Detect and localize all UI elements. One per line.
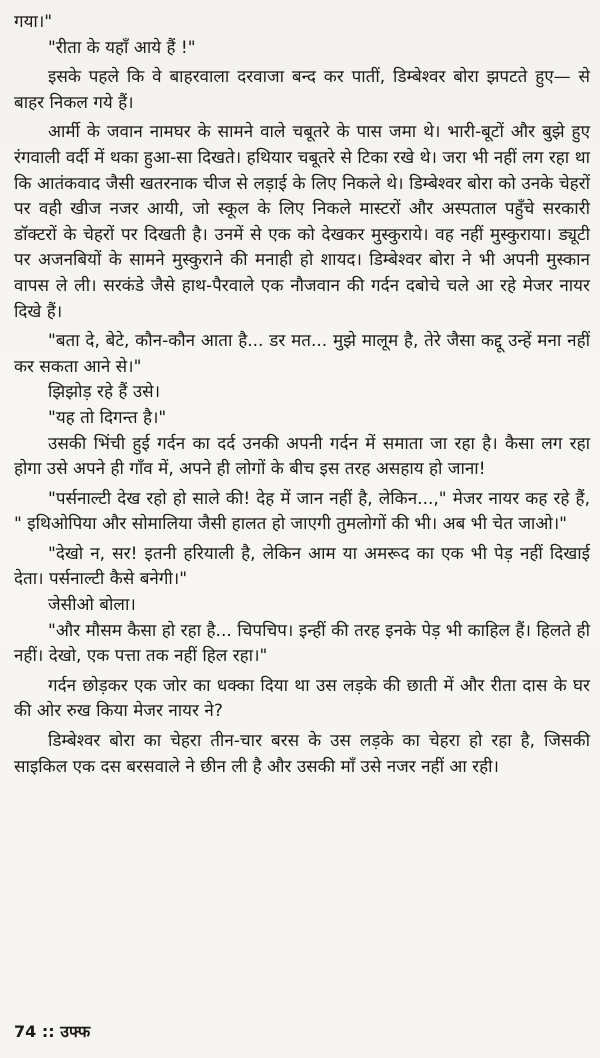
paragraph: "पर्सनाल्टी देख रहो हो साले की! देह में जान नहीं है, लेकिन...," मेजर नायर कह रहे हैं, " इथिओपिया और सोमालिया जैसी हालत हो जाएगी तुमलोगों की भी। अब भी चेत जाओ।" xyxy=(14,488,590,535)
page-footer: 74 :: उफ्फ xyxy=(14,1022,91,1041)
paragraph: गया।" xyxy=(14,12,53,32)
paragraph: "यह तो दिगन्त है।" xyxy=(48,407,167,428)
paragraph: जेसीओ बोला। xyxy=(48,595,136,616)
paragraph: "और मौसम कैसा हो रहा है... चिपचिप। इन्हीं की तरह इनके पेड़ भी काहिल हैं। हिलते ही नहीं। देखो, एक पत्ता तक नहीं हिल रहा।" xyxy=(14,620,590,667)
paragraph: डिम्बेश्वर बोरा का चेहरा तीन-चार बरस के उस लड़के का चेहरा हो रहा है, जिसकी साइकिल एक दस बरसवाले ने छीन ली है और उसकी माँ उसे नजर नहीं आ रही। xyxy=(14,731,590,777)
paragraph: "रीता के यहाँ आये हैं !" xyxy=(48,37,196,58)
paragraph: इसके पहले कि वे बाहरवाला दरवाजा बन्द कर पातीं, डिम्बेश्वर बोरा झपटते हुए— से बाहर निकल गये हैं। xyxy=(14,67,590,113)
paragraph: झिझोड़ रहे हैं उसे। xyxy=(48,382,161,403)
paragraph: गर्दन छोड़कर एक जोर का धक्का दिया था उस लड़के की छाती में और रीता दास के घर की ओर रुख किया मेजर नायर ने? xyxy=(14,675,590,722)
paragraph: आर्मी के जवान नामघर के सामने वाले चबूतरे के पास जमा थे। भारी-बूटों और बुझे हुए रंगवाली वर्दी में थका हुआ-सा दिखते। हथियार चबूतरे से टिका रखे थे। जरा भी नहीं लग रहा था कि आतंकवाद जैसी खतरनाक चीज से लड़ाई के लिए निकले थे। डिम्बेश्वर बोरा को उनके चेहरों पर वही खीज नजर आयी, जो स्कूल के लिए निकले मास्टरों और अस्पताल पहुँचे सरकारी डॉक्टरों के चेहरों पर दिखती है। उनमें से एक को देखकर मुस्कुराये। वह नहीं मुस्कुराया। ड्यूटी पर अजनबियों के सामने मुस्कुराने की मनाही हो शायद। डिम्बेश्वर बोरा ने भी अपनी मुस्कान वापस ले ली। सरकंडे जैसे हाथ-पैरवाले एक नौजवान की गर्दन दबोचे चले आ रहे मेजर नायर दिखे हैं। xyxy=(14,122,590,322)
body-text xyxy=(14,10,590,780)
paragraph: "देखो न, सर! इतनी हरियाली है, लेकिन आम या अमरूद का एक भी पेड़ नहीं दिखाई देता। पर्सनाल्टी कैसे बनेगी।" xyxy=(14,543,590,590)
paragraph: "बता दे, बेटे, कौन-कौन आता है... डर मत... मुझे मालूम है, तेरे जैसा कद्दू उन्हें मना नहीं कर सकता आने से।" xyxy=(14,331,590,377)
paragraph: उसकी भिंची हुई गर्दन का दर्द उनकी अपनी गर्दन में समाता जा रहा है। कैसा लग रहा होगा उसे अपने ही गाँव में, अपने ही लोगों के बीच इस तरह असहाय हो जाना! xyxy=(14,433,590,480)
